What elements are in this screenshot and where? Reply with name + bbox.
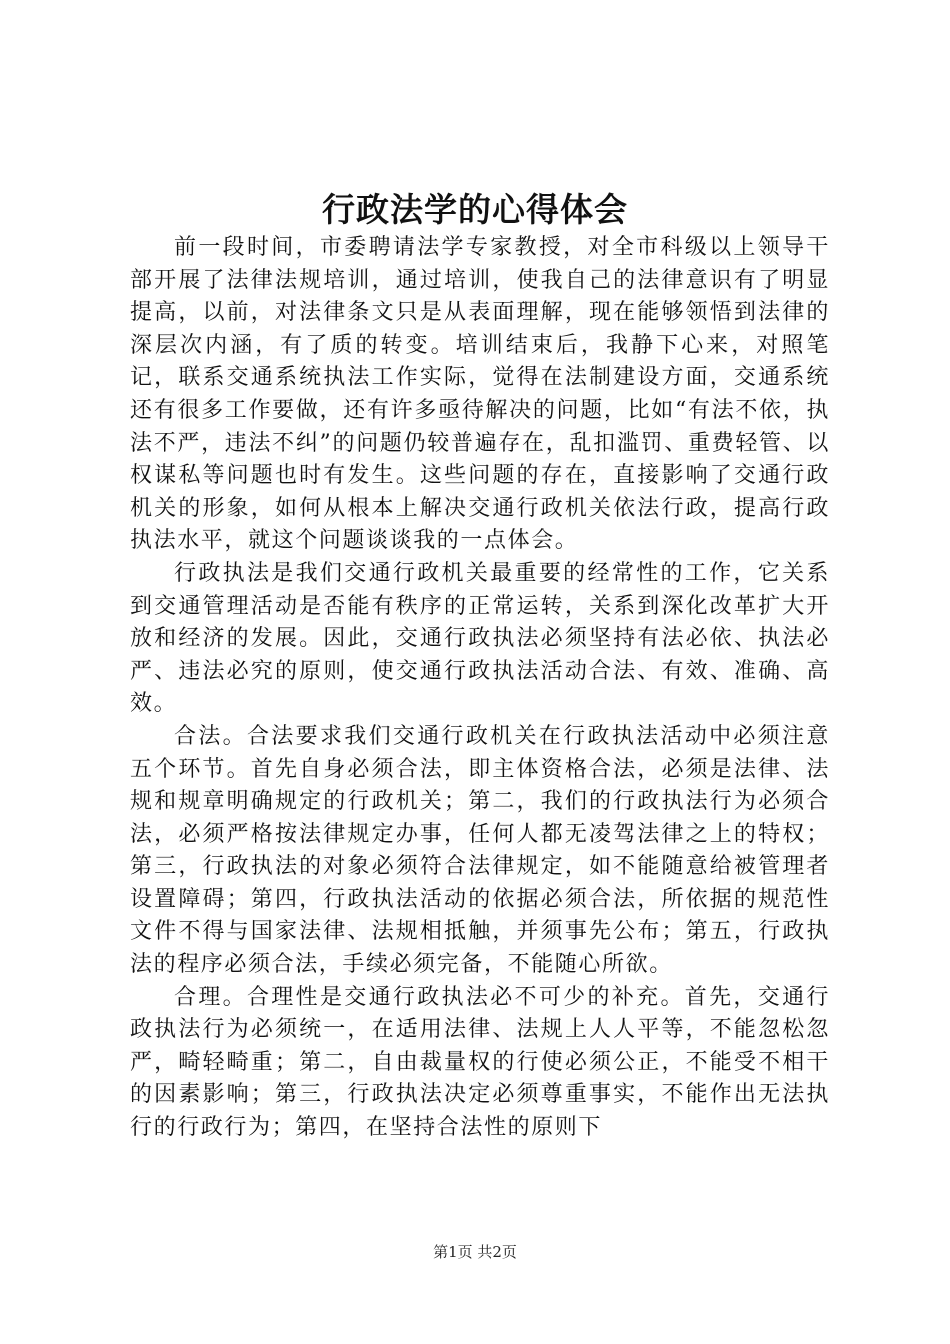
paragraph: 行政执法是我们交通行政机关最重要的经常性的工作，它关系到交通管理活动是否能有秩序的正常运转，关系到深化改革扩大开放和经济的发展。因此，交通行政执法必须坚持有法必依、执法必严、违法必究的原则，使交通行政执法活动合法、有效、准确、高效。	[130, 560, 830, 717]
paragraph: 合法。合法要求我们交通行政机关在行政执法活动中必须注意五个环节。首先自身必须合法，即主体资格合法，必须是法律、法规和规章明确规定的行政机关；第二，我们的行政执法行为必须合法，必须严格按法律规定办事，任何人都无凌驾法律之上的特权；第三，行政执法的对象必须符合法律规定，如不能随意给被管理者设置障碍；第四，行政执法活动的依据必须合法，所依据的规范性文件不得与国家法律、法规相抵触，并须事先公布；第五，行政执法的程序必须合法，手续必须完备，不能随心所欲。	[130, 723, 830, 978]
document-title: 行政法学的心得体会	[322, 190, 628, 229]
paragraph: 前一段时间，市委聘请法学专家教授，对全市科级以上领导干部开展了法律法规培训，通过培训，使我自己的法律意识有了明显提高，以前，对法律条文只是从表面理解，现在能够领悟到法律的深层次内涵，有了质的转变。培训结束后，我静下心来，对照笔记，联系交通系统执法工作实际，觉得在法制建设方面，交通系统还有很多工作要做，还有许多亟待解决的问题，比如“有法不依，执法不严，违法不纠”的问题仍较普遍存在，乱扣滥罚、重费轻管、以权谋私等问题也时有发生。这些问题的存在，直接影响了交通行政机关的形象，如何从根本上解决交通行政机关依法行政，提高行政执法水平，就这个问题谈谈我的一点体会。	[130, 235, 830, 554]
page-number-footer: 第1页 共2页	[433, 1243, 517, 1261]
paragraph: 合理。合理性是交通行政执法必不可少的补充。首先，交通行政执法行为必须统一，在适用法律、法规上人人平等，不能忽松忽严，畸轻畸重；第二，自由裁量权的行使必须公正，不能受不相干的因素影响；第三，行政执法决定必须尊重事实，不能作出无法执行的行政行为；第四，在坚持合法性的原则下	[130, 984, 830, 1141]
document-body	[130, 232, 830, 1145]
